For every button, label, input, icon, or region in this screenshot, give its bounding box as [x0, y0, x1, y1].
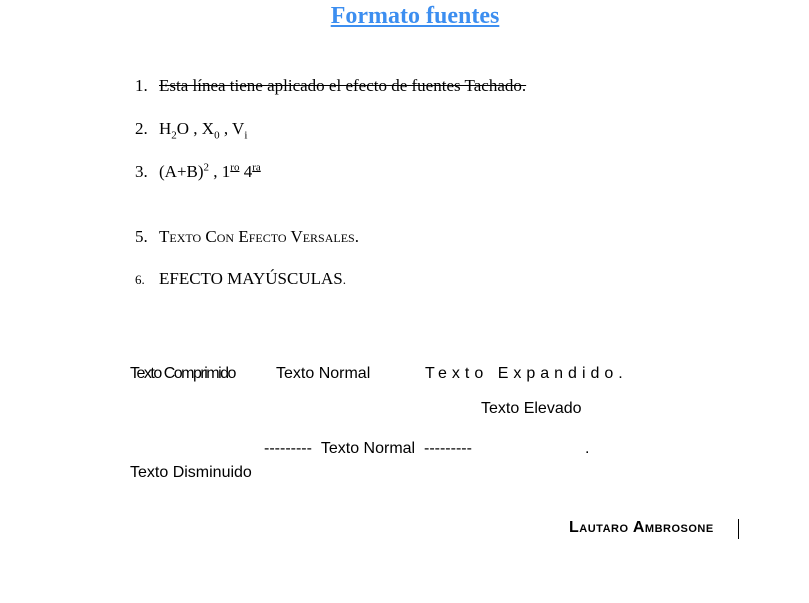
trailing-dot: . — [585, 440, 590, 457]
normal-position-line: --------- Texto Normal --------- — [264, 440, 472, 457]
strikethrough-text: Esta línea tiene aplicado el efecto de fuentes Tachado. — [159, 76, 527, 95]
lowered-text: Texto Disminuido — [130, 464, 252, 481]
expanded-text: Texto Expandido. — [425, 365, 628, 382]
list-number: 6. — [135, 272, 145, 287]
list-number: 5. — [135, 227, 148, 246]
formula-text: $H_2O$ , $X_0$ , $V_i$ — [159, 119, 248, 142]
small-caps-text: Texto Con Efecto Versales. — [159, 227, 359, 246]
normal-position-text: Texto Normal — [320, 440, 416, 457]
formula-text: $(A+B)^2$ , $1^{ro}$ $4^{ra}$ — [159, 161, 261, 181]
document-title: Formato fuentes — [330, 3, 500, 29]
normal-spacing-text: Texto Normal — [276, 365, 371, 382]
list-number: 3. — [135, 161, 148, 181]
condensed-text: Texto Comprimido — [130, 365, 235, 382]
text-cursor — [738, 519, 739, 539]
author-signature: Lautaro Ambrosone — [569, 519, 714, 536]
list-number: 1. — [135, 76, 148, 95]
list-item-strikethrough — [135, 76, 526, 96]
uppercase-text: EFECTO MAYÚSCULAS — [159, 269, 343, 288]
list-item-superscripts — [135, 161, 261, 182]
list-item-subscripts — [135, 119, 247, 141]
list-item-small-caps — [135, 227, 359, 247]
list-number: 2. — [135, 119, 148, 138]
list-item-uppercase: 6. EFECTO MAYÚSCULAS. — [135, 269, 346, 288]
raised-text: Texto Elevado — [481, 400, 582, 417]
